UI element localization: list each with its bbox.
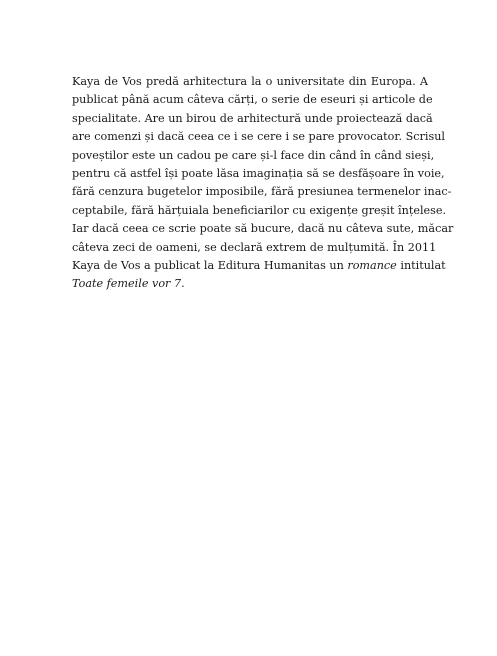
text-run: . [181,277,185,291]
text-run: intitulat [396,258,446,272]
text-line: specialitate. Are un birou de arhitectură unde proiectează dacă [72,111,433,125]
text-line: ceptabile, fără hărțuiala beneficiarilor cu exigențe greșit înțelese. [72,203,447,217]
text-line: câteva zeci de oameni, se declară extrem de mulțumită. În 2011 [72,240,437,254]
text-run: Kaya de Vos a publicat la Editura Humanitas un [72,258,348,272]
text-line: are comenzi și dacă ceea ce i se cere i se pare provocator. Scrisul [72,130,445,144]
text-line: publicat până acum câteva cărți, o serie de eseuri și articole de [72,93,433,107]
text-line [72,275,428,293]
text-line [72,257,446,275]
book-title: Toate femeile vor 7 [72,277,182,291]
italic-word-romance: romance [347,258,397,272]
text-line: Iar dacă ceea ce scrie poate să bucure, dacă nu câteva sute, măcar [72,222,454,236]
author-bio-paragraph [72,73,454,294]
text-line: poveștilor este un cadou pe care și-l face din când în când sieși, [72,148,435,162]
text-line: fără cenzura bugetelor imposibile, fără presiunea termenelor inac- [72,185,452,199]
text-line: Kaya de Vos predă arhitectura la o universitate din Europa. A [72,75,428,88]
text-line: pentru că astfel își poate lăsa imaginația să se desfășoare în voie, [72,166,445,180]
